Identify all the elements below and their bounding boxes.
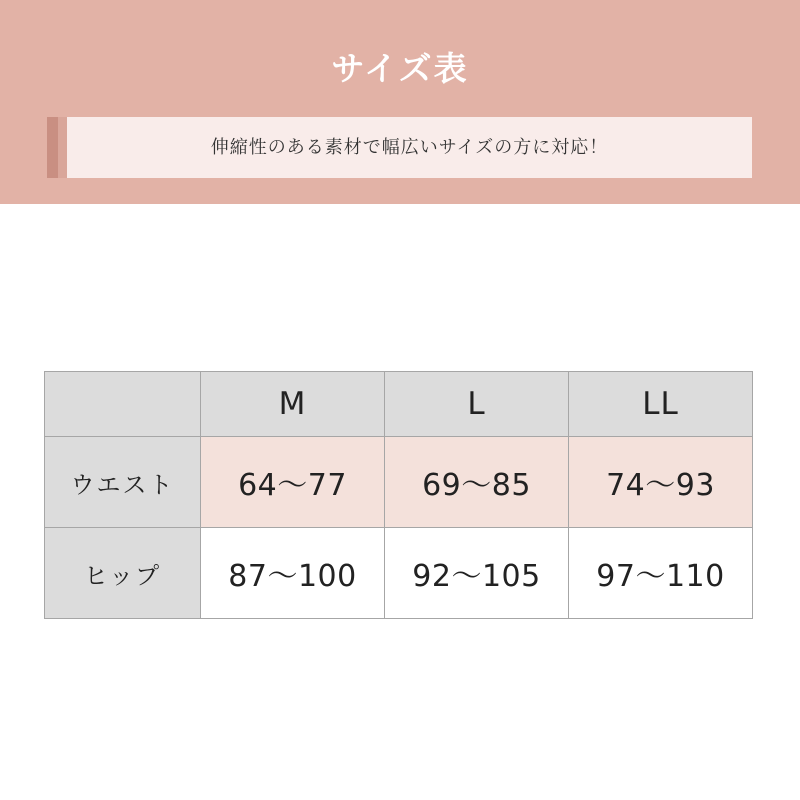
row-label-waist: ウエスト (70, 470, 175, 499)
value-cell (385, 528, 569, 619)
size-header-label: M (278, 386, 307, 422)
value-cell (201, 437, 385, 528)
note-accent-bar-inner (58, 117, 67, 178)
size-header-cell (385, 372, 569, 437)
note-text: 伸縮性のある素材で幅広いサイズの方に対応！ (210, 137, 609, 158)
size-header-cell (201, 372, 385, 437)
size-header-label: LL (642, 386, 679, 422)
note-banner (47, 117, 752, 178)
table-row-waist (45, 437, 753, 528)
value-cell (385, 437, 569, 528)
waist-value-m: 64〜77 (238, 468, 347, 503)
table-header-row (45, 372, 753, 437)
row-label-cell (45, 437, 201, 528)
page-title: サイズ表 (331, 49, 469, 88)
hip-value-l: 92〜105 (412, 559, 541, 594)
size-header-label: L (467, 386, 486, 422)
waist-value-l: 69〜85 (422, 468, 531, 503)
size-header-cell (569, 372, 753, 437)
row-label-hip: ヒップ (83, 561, 162, 590)
value-cell (569, 437, 753, 528)
waist-value-ll: 74〜93 (606, 468, 715, 503)
value-cell (201, 528, 385, 619)
value-cell (569, 528, 753, 619)
table-corner-cell (45, 372, 201, 437)
table-row-hip (45, 528, 753, 619)
hip-value-m: 87〜100 (228, 559, 357, 594)
hip-value-ll: 97〜110 (596, 559, 725, 594)
note-accent-bar (47, 117, 58, 178)
size-table (44, 371, 753, 619)
row-label-cell (45, 528, 201, 619)
